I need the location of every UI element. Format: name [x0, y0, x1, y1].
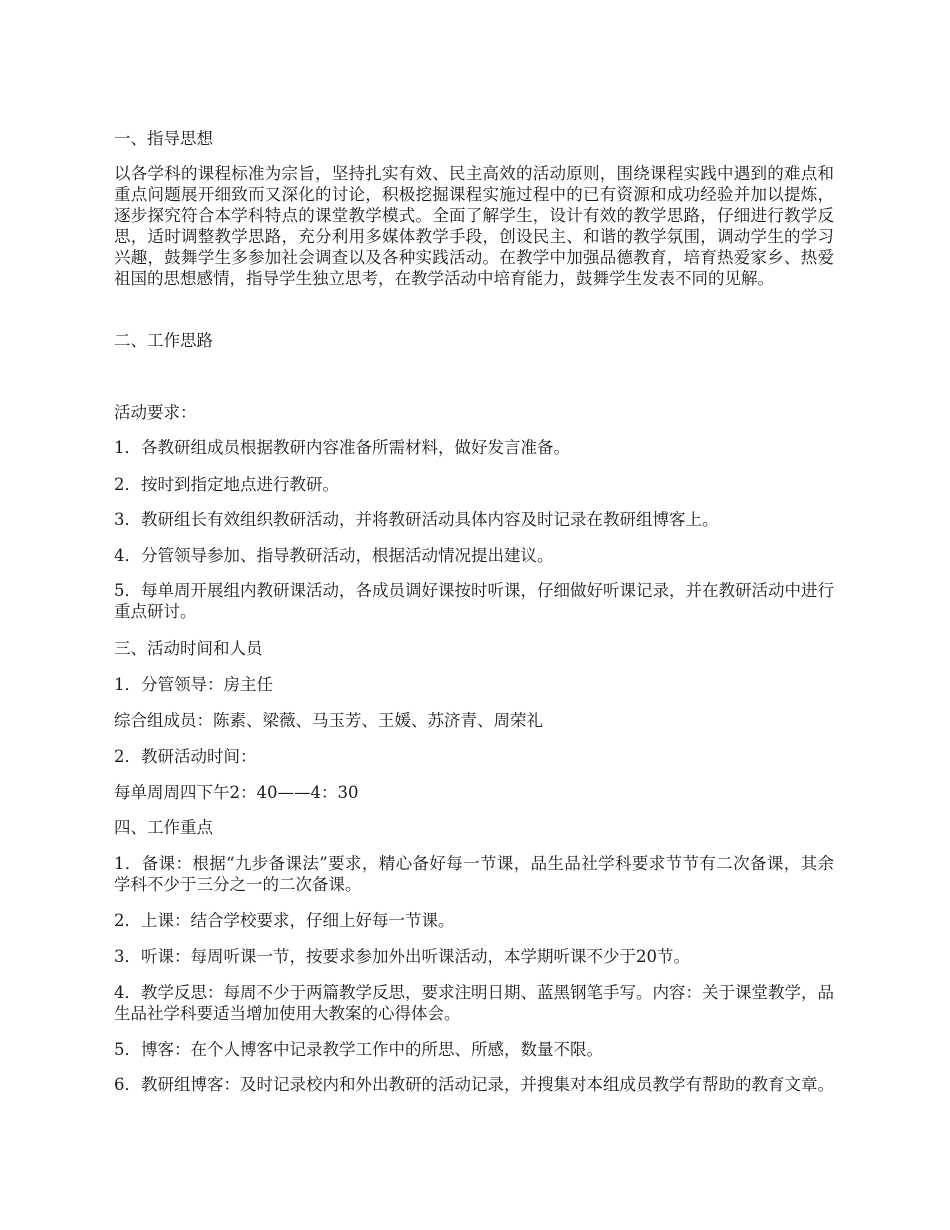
heading-work-approach: 二、工作思路	[114, 331, 213, 350]
paragraph-guiding-ideology: 以各学科的课程标准为宗旨，坚持扎实有效、民主高效的活动原则，围绕课程实践中遇到的难点和重点问题展开细致而又深化的讨论，积极挖掘课程实施过程中的已有资源和成功经验并加以提炼，逐步探究符合本学科特点的课堂教学模式。全面了解学生，设计有效的教学思路，仔细进行教学反思，适时调整教学思路，充分利用多媒体教学手段，创设民主、和谐的教学氛围，调动学生的学习兴趣，鼓舞学生多参加社会调查以及各种实践活动。在教学中加强品德教育，培育热爱家乡、热爱祖国的思想感情，指导学生独立思考，在教学活动中培育能力，鼓舞学生发表不同的见解。	[114, 164, 834, 288]
heading-work-focus: 四、工作重点	[114, 818, 213, 837]
focus-item: 2．上课：结合学校要求，仔细上好每一节课。	[114, 911, 455, 930]
heading-time-and-personnel: 三、活动时间和人员	[114, 639, 263, 658]
requirement-item: 4．分管领导参加、指导教研活动，根据活动情况提出建议。	[114, 546, 554, 565]
focus-item: 1．备课：根据“九步备课法”要求，精心备好每一节课，品生品社学科要求节节有二次备课，其余学科不少于三分之一的二次备课。	[114, 854, 834, 894]
activity-requirements-title: 活动要求：	[114, 403, 197, 422]
focus-item: 5．博客：在个人博客中记录教学工作中的所思、所感，数量不限。	[114, 1040, 603, 1059]
focus-item: 3．听课：每周听课一节，按要求参加外出听课活动，本学期听课不少于20节。	[114, 947, 690, 966]
requirement-item: 5．每单周开展组内教研课活动，各成员调好课按时听课，仔细做好听课记录，并在教研活动中进行重点研讨。	[114, 581, 834, 621]
focus-item: 6．教研组博客：及时记录校内和外出教研的活动记录，并搜集对本组成员教学有帮助的教育文章。	[114, 1075, 834, 1094]
leader-line: 1．分管领导：房主任	[114, 675, 273, 694]
members-line: 综合组成员：陈素、梁薇、马玉芳、王媛、苏济青、周荣礼	[114, 711, 543, 730]
requirement-item: 3．教研组长有效组织教研活动，并将教研活动具体内容及时记录在教研组博客上。	[114, 510, 719, 529]
time-label: 2．教研活动时间：	[114, 747, 257, 766]
requirement-item: 1．各教研组成员根据教研内容准备所需材料，做好发言准备。	[114, 438, 570, 457]
time-value: 每单周周四下午2：40——4：30	[114, 783, 359, 802]
requirement-item: 2．按时到指定地点进行教研。	[114, 475, 339, 494]
heading-guiding-ideology: 一、指导思想	[114, 129, 213, 148]
focus-item: 4．教学反思：每周不少于两篇教学反思，要求注明日期、蓝黑钢笔手写。内容：关于课堂教学，品生品社学科要适当增加使用大教案的心得体会。	[114, 983, 834, 1023]
